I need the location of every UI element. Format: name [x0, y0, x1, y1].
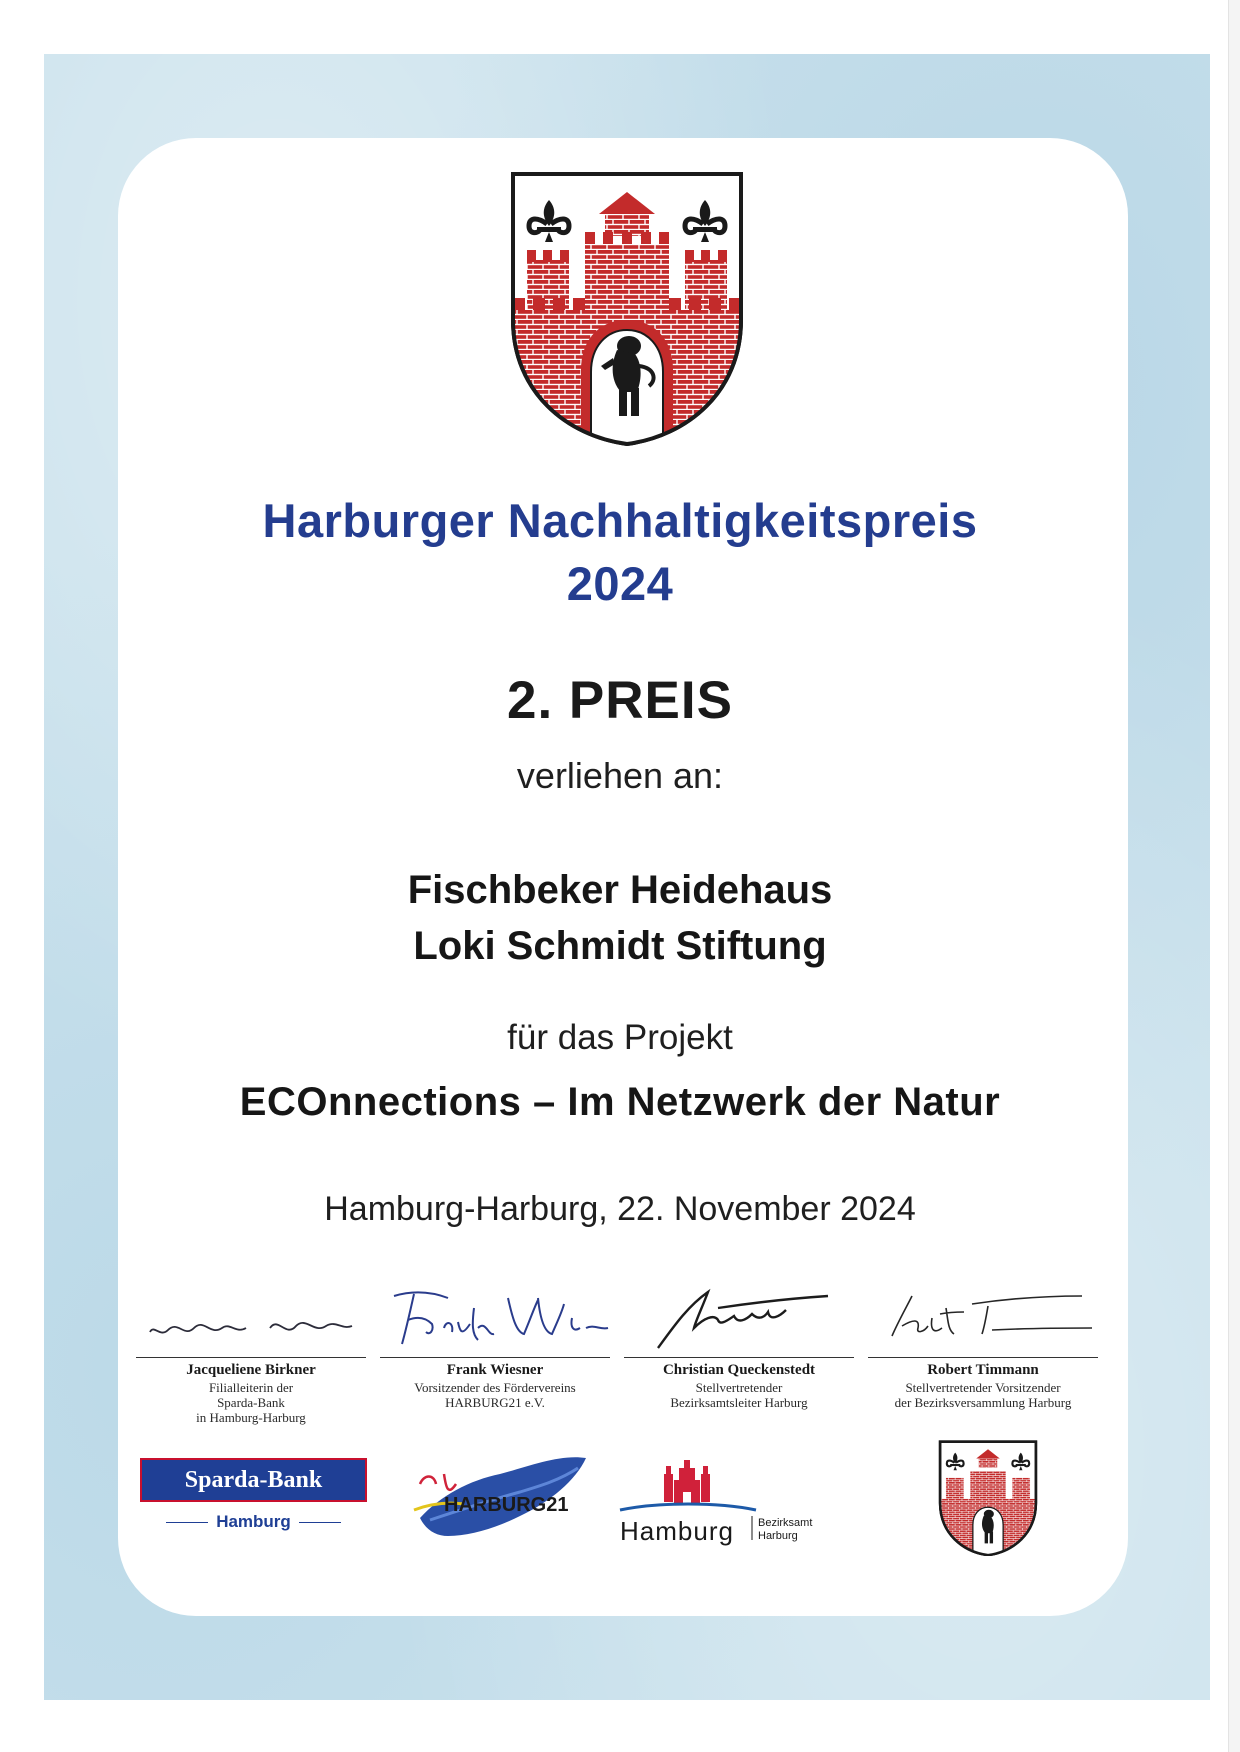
handwritten-signature: [862, 1268, 1104, 1356]
signatory-wiesner: [374, 1268, 616, 1418]
signature-line: [624, 1357, 854, 1358]
signatory-name: Jacqueliene Birkner: [186, 1362, 316, 1378]
signatory-timmann: [862, 1268, 1104, 1418]
hamburg-bezirksamt-logo: [618, 1446, 868, 1546]
role-line: Stellvertretender: [695, 1380, 783, 1395]
signature-block: [130, 1268, 1105, 1425]
handwritten-signature: [374, 1268, 616, 1356]
divider: [299, 1522, 341, 1523]
signatory-name: Frank Wiesner: [446, 1362, 544, 1378]
harburg-crest-small-icon: [938, 1440, 1038, 1556]
hamburg-wordmark: Hamburg: [620, 1516, 734, 1546]
signatory-role: [374, 1380, 616, 1410]
sparda-bank-name: Sparda-Bank: [142, 1460, 365, 1500]
signatory-role: [618, 1380, 860, 1410]
handwritten-signature: [130, 1268, 372, 1356]
signature-line: [868, 1357, 1098, 1358]
harburg-label: Harburg: [758, 1530, 798, 1542]
role-line: HARBURG21 e.V.: [445, 1395, 545, 1410]
recipient-name: Fischbeker Heidehaus: [407, 868, 833, 912]
signatory-birkner: [130, 1268, 372, 1425]
harburg21-logo: [400, 1440, 600, 1545]
signature-line: [136, 1357, 366, 1358]
sparda-bank-logo: [140, 1458, 367, 1532]
sparda-bank-badge: [140, 1458, 367, 1502]
harburg-crest-icon: [509, 170, 745, 446]
recipient-organisation: Loki Schmidt Stiftung: [413, 924, 827, 968]
conferred-to-label: verliehen an:: [516, 755, 724, 796]
bezirksamt-label: Bezirksamt: [758, 1517, 813, 1529]
signatory-role: [130, 1380, 372, 1425]
project-intro: für das Projekt: [507, 1018, 733, 1057]
signatory-queckenstedt: [618, 1268, 860, 1418]
role-line: Filialleiterin der: [208, 1380, 294, 1395]
certificate-year: 2024: [566, 557, 674, 610]
divider: [166, 1522, 208, 1523]
certificate-title: Harburger Nachhaltigkeitspreis: [262, 494, 978, 547]
role-line: Vorsitzender des Fördervereins: [414, 1380, 576, 1395]
project-name: ECOnnections – Im Netzwerk der Natur: [239, 1080, 1001, 1124]
role-line: Sparda-Bank: [217, 1395, 285, 1410]
signatory-name: Christian Queckenstedt: [662, 1362, 816, 1378]
sparda-bank-city: [140, 1512, 367, 1532]
award-rank: 2. PREIS: [507, 671, 733, 730]
signatory-role: [862, 1380, 1104, 1410]
role-line: in Hamburg-Harburg: [196, 1410, 306, 1425]
sparda-city-label: Hamburg: [216, 1512, 291, 1531]
harburg21-wordmark: HARBURG21: [444, 1494, 569, 1516]
sponsor-logos: [130, 1440, 1105, 1550]
role-line: Bezirksamtsleiter Harburg: [670, 1395, 808, 1410]
signatory-name: Robert Timmann: [927, 1362, 1039, 1378]
role-line: der Bezirksversammlung Harburg: [894, 1395, 1072, 1410]
handwritten-signature: [618, 1268, 860, 1356]
signature-line: [380, 1357, 610, 1358]
place-and-date: Hamburg-Harburg, 22. November 2024: [324, 1190, 916, 1228]
role-line: Stellvertretender Vorsitzender: [905, 1380, 1061, 1395]
